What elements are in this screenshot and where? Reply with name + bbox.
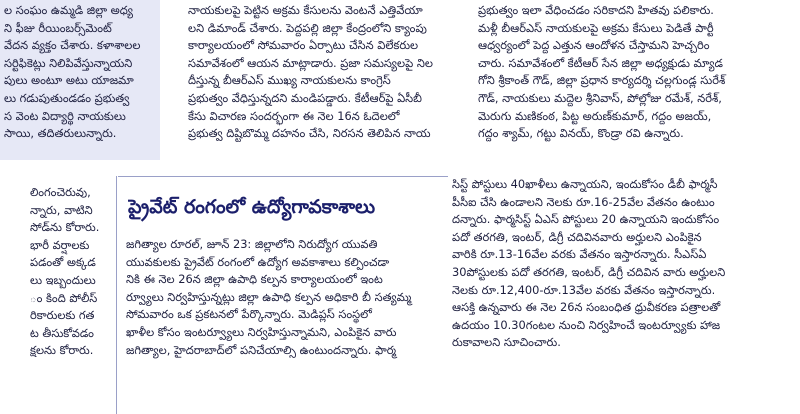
- text-line: యువకులకు ప్రైవేట్ రంగంలో ఉద్యోగ అవకాశాలు కల్పించడా: [126, 254, 390, 269]
- text-line: దీస్తున్న బీఆర్ఎస్ ముఖ్య నాయకులను కాంగ్రెస్: [188, 73, 391, 88]
- text-line: లు గడుపుతుండడం ప్రభుత్వ: [4, 90, 130, 105]
- text-line: ఖాళీల కోసం ఇంటర్వ్యూలు నిర్వహిస్తున్నామని, ఎంపికైన వారు: [126, 324, 397, 339]
- text-line: మళ్లీ బీఆర్ఎస్ నాయకులపై అక్రమ కేసులు పెడితే పార్టీ: [478, 20, 714, 35]
- column-rule: [116, 176, 117, 414]
- text-line: నెలకు రూ.12,400-రూ.13వేల వరకు వేతనం ఇస్తారన్నారు.: [452, 282, 716, 297]
- text-line: ని ఫీజు రీయింబర్స్‌మెంట్: [4, 20, 112, 35]
- text-line: వేదన వ్యక్తం చేశారు. కళాశాలల: [4, 38, 141, 53]
- article-headline: ప్రైవేట్ రంగంలో ఉద్యోగావకాశాలు: [128, 196, 376, 218]
- text-line: ఉదయం 10.30గంటల నుంచి నిర్వహించే ఇంటర్వ్యూకు హాజ: [452, 317, 721, 332]
- text-line: రుకావాలని సూచించారు.: [452, 335, 561, 350]
- text-line: వారికి రూ.13-16వేల వరకు వేతనం ఇస్తారన్నారు. సీఎస్ఏ: [452, 247, 707, 262]
- text-line: ట తీసుకోవడం: [30, 325, 94, 340]
- text-line: పదో తరగతి, ఇంటర్, డిగ్రీ చదివినవారు అర్హులని ఎంపికైన: [452, 229, 702, 244]
- top-right-column: [478, 2, 778, 143]
- text-line: లు ఇబ్బందులు: [30, 272, 96, 287]
- text-line: ప్రభుత్వ దిష్టిబొమ్మ దహనం చేసి, నిరసన తెలిపిన నాయ: [188, 126, 431, 141]
- text-line: సోమవారం ఒక ప్రకటనలో పేర్కొన్నారు. మెడిప్లస్ సంస్థలో: [126, 307, 372, 322]
- section-rule: [118, 176, 448, 177]
- top-middle-column: [188, 2, 470, 143]
- text-line: లింగంచెరువు,: [30, 185, 91, 199]
- text-line: మెరుగు మణికంఠ, పిట్ట అరుణ్‌కుమార్, గద్దం అజయ్,: [478, 108, 712, 123]
- text-line: సాయి, తదితరులున్నారు.: [4, 126, 117, 141]
- text-line: ఆసక్తి ఉన్నవారు ఈ నెల 26న సంబంధిత ధ్రువీకరణ పత్రాలతో: [452, 300, 721, 315]
- text-line: ఆధ్వర్యంలో పెద్ద ఎత్తున ఆందోళన చేస్తామని హెచ్చరిం: [478, 38, 710, 53]
- text-line: భారీ వర్షాలకు: [30, 237, 90, 252]
- text-line: ం కింది పోలీస్: [30, 290, 98, 305]
- text-line: సమావేశంలో ఆయన మాట్లాడారు. ప్రజా సమస్యలపై నిల: [188, 55, 433, 70]
- text-line: పడంతో అక్కడ: [30, 255, 96, 270]
- text-line: ర్వ్యూలు నిర్వహిస్తున్నట్లు జిల్లా ఉపాధి కల్పన అధికారి బీ సత్యమ్మ: [126, 289, 412, 304]
- text-line: 30పోస్టులకు పదో తరగతి, ఇంటర్, డిగ్రీ చదివిన వారు అర్హులని: [452, 264, 726, 279]
- text-line: నాయకులపై పెట్టిన అక్రమ కేసులను వెంటనే ఎత్తివేయా: [188, 3, 423, 17]
- text-line: రికారులకు గత: [30, 308, 95, 323]
- text-line: న్నారు, వాటిని: [30, 202, 93, 217]
- text-line: సర్టిఫికెట్లు నిలిపివేస్తున్నాయని: [4, 55, 133, 70]
- text-line: ప్రభుత్వం వేధిస్తున్నదని మండిపడ్డారు. కేటీఆర్‌పై ఏసీబీ: [188, 90, 422, 105]
- text-line: పులు అంటూ అటు యాజమా: [4, 73, 134, 88]
- text-line: చారు. సమావేశంలో కేటీఆర్ సేన జిల్లా అధ్యక్షుడు మ్యాడ: [478, 55, 723, 70]
- text-line: కేసు విచారణ సందర్భంగా ఈ నెల 16న ఓదెలలో: [188, 108, 400, 123]
- text-line: సిస్ట్ పోస్టులు 40ఖాళీలు ఉన్నాయని, ఇందుకోసం డీబీ ఫార్మసీ: [452, 177, 718, 191]
- text-line: సోడ్‌ను కోరారు.: [30, 220, 100, 235]
- text-line: కార్యాలయంలో సోమవారం ఏర్పాటు చేసిన విలేకరుల: [188, 38, 419, 53]
- bottom-left-column: [30, 184, 114, 360]
- text-line: లని డిమాండ్ చేశారు. పెద్దపల్లి జిల్లా కేంద్రంలోని క్యాంపు: [188, 20, 427, 35]
- bottom-middle-column: [126, 236, 448, 359]
- text-line: క్షలను కోరారు.: [30, 343, 94, 358]
- bottom-right-column: [452, 176, 752, 352]
- text-line: ల సంఘం ఉమ్మడి జిల్లా అధ్య: [4, 3, 133, 17]
- text-line: జగిత్యాల రూరల్‌, జూన్ 23: జిల్లాలోని నిరుద్యోగ యువతి: [126, 237, 378, 251]
- text-line: గోని శ్రీకాంత్ గౌడ్, జిల్లా ప్రధాన కార్యదర్శి చల్లగుండ్ల సురేశ్: [478, 73, 726, 88]
- text-line: జగిత్యాల, హైదరాబాద్‌లో పనిచేయాల్సి ఉంటుందన్నారు. ఫార్మ: [126, 342, 397, 357]
- text-line: స వెంట విద్యార్థి నాయకులు: [4, 108, 126, 123]
- text-line: నికి ఈ నెల 26న జిల్లా ఉపాధి కల్పన కార్యాలయంలో ఇంట: [126, 272, 383, 287]
- top-left-column: [4, 2, 158, 143]
- text-line: దన్నారు. ఫార్మసిస్ట్ ఏఎస్ పోస్టులు 20 ఉన్నాయని ఇందుకోసం: [452, 212, 720, 227]
- text-line: గౌడ్, నాయకులు మద్దెల శ్రీనివాస్, పోల్లోజు రమేశ్, నరేశ్,: [478, 90, 722, 105]
- text-line: గద్దం శ్యామ్, గట్టు వినయ్, కొండ్రా రవి ఉన్నారు.: [478, 126, 684, 141]
- text-line: పీసీఐ చేసి ఉండాలని నెలకు రూ.16-25వేల వేతనం ఉంటుం: [452, 194, 715, 209]
- text-line: ప్రభుత్వం ఇలా వేధించడం సరికాదని హితవు పలికారు.: [478, 3, 714, 17]
